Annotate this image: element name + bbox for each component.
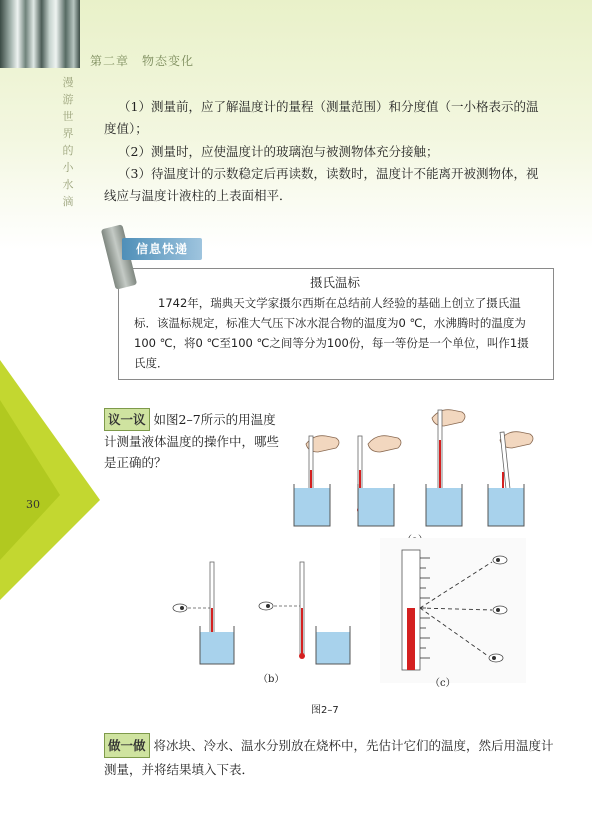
side-char: 水 (62, 178, 74, 191)
figure-a (292, 400, 552, 544)
discuss-text: 如图2–7所示的用温度计测量液体温度的操作中，哪些是正确的？ (104, 412, 280, 470)
side-char: 的 (62, 144, 74, 157)
side-char: 滴 (62, 195, 74, 208)
eye-icon (493, 606, 507, 614)
info-title: 摄氏温标 (309, 275, 360, 290)
side-title (60, 74, 76, 210)
side-green-triangle (0, 360, 100, 600)
side-char: 漫 (62, 76, 74, 89)
eye-icon (489, 654, 503, 662)
figure-caption: 图2–7 (311, 705, 339, 716)
figure-b (170, 556, 360, 684)
activity-text: 将冰块、冷水、温水分别放在烧杯中，先估计它们的温度，然后用温度计测量，并将结果填入下表． (104, 738, 554, 777)
chapter-title: 第二章 物态变化 (90, 54, 195, 68)
eye-icon (493, 556, 507, 564)
side-char: 小 (62, 161, 74, 174)
setup-a4 (488, 432, 533, 526)
activity-block (104, 733, 554, 781)
side-char: 游 (62, 93, 74, 106)
setup-a2 (357, 436, 401, 526)
activity-tag: 做一做 (104, 733, 150, 758)
discuss-tag: 议一议 (104, 408, 150, 431)
note-paragraph-3: （3）待温度计的示数稳定后再读数，读数时，温度计不能离开被测物体，视线应与温度计液柱的上表面相平． (104, 166, 539, 203)
info-badge: 信息快递 (122, 238, 202, 260)
figure-b-label: （b） (258, 674, 285, 685)
info-text: 1742年，瑞典天文学家摄尔西斯在总结前人经验的基础上创立了摄氏温标．该温标规定，标准大气压下冰水混合物的温度为0 ℃，水沸腾时的温度为100 ℃，将0 ℃至100 ℃之间等分为100份，每一等份是一个单位，叫作1摄氏度． (134, 296, 529, 370)
note-paragraph-1: （1）测量前，应了解温度计的量程（测量范围）和分度值（一小格表示的温度值）； (104, 99, 539, 136)
figure-c-label: （c） (430, 678, 456, 689)
waterfall-photo (0, 0, 80, 68)
setup-b2 (259, 562, 350, 664)
setup-a3 (426, 410, 465, 526)
discuss-block (104, 408, 286, 473)
side-char: 世 (62, 110, 74, 123)
side-char: 界 (62, 127, 74, 140)
figure-c (380, 538, 526, 683)
page-number: 30 (26, 498, 40, 511)
setup-b1 (173, 562, 234, 664)
setup-a1 (294, 436, 339, 526)
note-paragraph-2: （2）测量时，应使温度计的玻璃泡与被测物体充分接触； (118, 144, 439, 159)
